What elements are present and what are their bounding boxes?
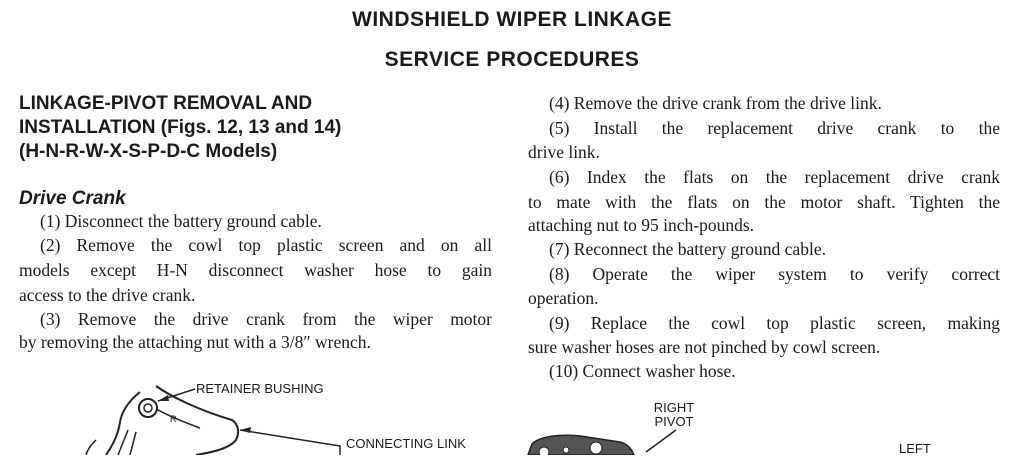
step-8-line: operation. bbox=[528, 288, 599, 308]
step-2-line: access to the drive crank. bbox=[19, 285, 196, 305]
step-3-line: (3) Remove the drive crank from the wiper motor bbox=[40, 309, 492, 329]
subheading-drive-crank: Drive Crank bbox=[19, 188, 126, 209]
step-5-line: (5) Install the replacement drive crank to the bbox=[549, 118, 1000, 138]
label-right-pivot bbox=[652, 401, 696, 429]
step-6-line: (6) Index the flats on the replacement drive crank bbox=[549, 167, 1000, 187]
step-6-line: attaching nut to 95 inch-pounds. bbox=[528, 215, 755, 235]
svg-text:R: R bbox=[170, 414, 177, 424]
page-title: WINDSHIELD WIPER LINKAGE bbox=[352, 8, 672, 31]
step-5-line: drive link. bbox=[528, 142, 600, 162]
step-9-line: (9) Replace the cowl top plastic screen, making bbox=[549, 313, 1000, 333]
step-6-line: to mate with the flats on the motor shaft. Tighten the bbox=[528, 192, 1000, 212]
step-7: (7) Reconnect the battery ground cable. bbox=[549, 239, 826, 259]
section-title-line: INSTALLATION (Figs. 12, 13 and 14) bbox=[19, 117, 342, 138]
step-2-line: models except H-N disconnect washer hose to gain bbox=[19, 260, 492, 280]
section-title-line: (H-N-R-W-X-S-P-D-C Models) bbox=[19, 141, 278, 162]
step-10: (10) Connect washer hose. bbox=[549, 361, 736, 381]
step-1: (1) Disconnect the battery ground cable. bbox=[40, 211, 322, 231]
label-connecting-link: CONNECTING LINK bbox=[346, 436, 466, 451]
label-retainer-bushing: RETAINER BUSHING bbox=[196, 381, 324, 396]
step-9-line: sure washer hoses are not pinched by cowl screen. bbox=[528, 337, 881, 357]
label-right-pivot-line: PIVOT bbox=[654, 414, 694, 429]
step-2-line: (2) Remove the cowl top plastic screen and on all bbox=[40, 235, 492, 255]
step-4: (4) Remove the drive crank from the drive link. bbox=[549, 93, 882, 113]
section-title-line: LINKAGE-PIVOT REMOVAL AND bbox=[19, 93, 313, 114]
label-right-pivot-line: RIGHT bbox=[653, 400, 695, 415]
step-3-line: by removing the attaching nut with a 3/8″ wrench. bbox=[19, 332, 371, 352]
page-subtitle: SERVICE PROCEDURES bbox=[384, 48, 640, 71]
step-8-line: (8) Operate the wiper system to verify correct bbox=[549, 264, 1000, 284]
label-left: LEFT bbox=[899, 441, 931, 456]
